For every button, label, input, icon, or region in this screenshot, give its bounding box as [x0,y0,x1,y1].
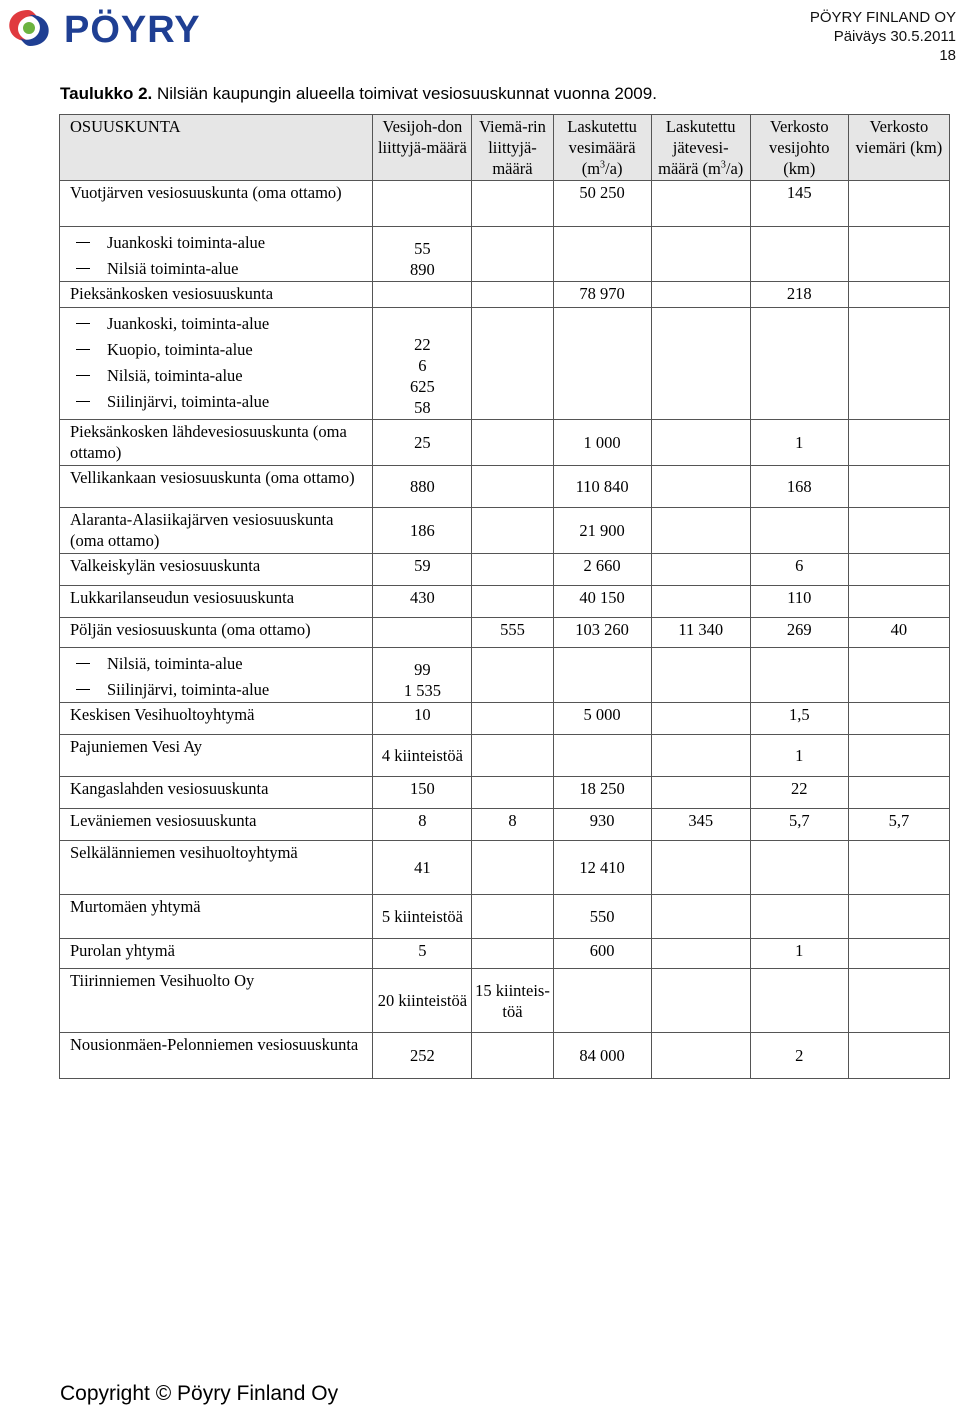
cooperative-name [60,648,373,703]
table-header-row [60,115,950,181]
cell-vkm [750,969,848,1033]
cell-liittyjat-v: 8 [373,809,472,841]
cell-liittyjat-j [472,282,553,308]
cell-vesi [553,969,651,1033]
cell-jate [651,703,750,735]
cell-jate [651,1033,750,1079]
cell-liittyjat-v: 252 [373,1033,472,1079]
cell-liittyjat-v [373,282,472,308]
cell-jate [651,939,750,969]
cell-liittyjat-j [472,554,553,586]
header-vesimaara: Laskutettu vesimäärä $(m^3/a)$ [553,115,651,181]
cell-jkm [848,777,949,809]
cell-liittyjat-v: 150 [373,777,472,809]
cell-jkm [848,939,949,969]
cell-liittyjat-j [472,308,553,420]
cell-jate [651,554,750,586]
cell-jate [651,841,750,895]
cooperative-name: Keskisen Vesihuoltoyhtymä [60,703,373,735]
page-number: 18 [939,47,956,64]
table-row [60,308,950,420]
cell-liittyjat-j [472,895,553,939]
cell-liittyjat-v: 5 [373,939,472,969]
cell-vkm: 218 [750,282,848,308]
cell-liittyjat-j [472,586,553,618]
cell-liittyjat-j [472,1033,553,1079]
table-row [60,648,950,703]
cell-vkm: 145 [750,181,848,227]
cell-vkm: 1,5 [750,703,848,735]
table-row [60,586,950,618]
cell-liittyjat-j [472,227,553,282]
sub-area-item: Kuopio, toiminta-alue [70,339,368,360]
cell-jate [651,969,750,1033]
header-jatevesimaara: Laskutettu jätevesi-määrä $(m^3/a)$ [651,115,750,181]
sub-area-item: Juankoski toiminta-alue [70,232,368,253]
cooperative-name: Valkeiskylän vesiosuuskunta [60,554,373,586]
cooperative-name [60,308,373,420]
dash-icon [76,689,90,690]
cell-liittyjat-j [472,703,553,735]
cell-liittyjat-j [472,841,553,895]
cooperative-name: Vuotjärven vesiosuuskunta (oma ottamo) [60,181,373,227]
cooperative-name: Tiirinniemen Vesihuolto Oy [60,969,373,1033]
cell-jkm [848,648,949,703]
cell-liittyjat-j [472,181,553,227]
dash-icon [76,401,90,402]
table-row [60,777,950,809]
poyry-swirl-icon [4,6,54,50]
table-caption [60,84,657,104]
cell-jate: 345 [651,809,750,841]
cell-jkm [848,308,949,420]
cell-jate [651,282,750,308]
cell-jkm [848,969,949,1033]
table-row [60,809,950,841]
cooperative-name: Vellikankaan vesiosuuskunta (oma ottamo) [60,466,373,508]
cell-vesi: 18 250 [553,777,651,809]
cell-liittyjat-v [373,181,472,227]
cell-liittyjat-v: 41 [373,841,472,895]
cell-liittyjat-j: 15 kiinteis-töä [472,969,553,1033]
cell-liittyjat-j [472,735,553,777]
cell-liittyjat-v: 5 kiinteistöä [373,895,472,939]
cell-liittyjat-j: 555 [472,618,553,648]
cell-vesi: 5 000 [553,703,651,735]
cell-vkm [750,308,848,420]
cell-jkm [848,703,949,735]
header-vesijohto-liittyjat: Vesijoh-don liittyjä-määrä [373,115,472,181]
cell-vesi: 50 250 [553,181,651,227]
caption-text: Nilsiän kaupungin alueella toimivat vesiosuuskunnat vuonna 2009. [157,84,657,103]
cell-jate [651,735,750,777]
cell-vkm [750,227,848,282]
caption-label: Taulukko 2. [60,84,153,103]
cooperative-name: Purolan yhtymä [60,939,373,969]
cell-vkm: 168 [750,466,848,508]
cell-vkm: 1 [750,939,848,969]
cell-liittyjat-v: 430 [373,586,472,618]
cell-vesi: 103 260 [553,618,651,648]
table-row [60,1033,950,1079]
sub-area-item: Juankoski, toiminta-alue [70,313,368,334]
cell-liittyjat-j: 8 [472,809,553,841]
cell-liittyjat-j [472,508,553,554]
table-row [60,554,950,586]
table-row [60,282,950,308]
cooperative-name: Nousionmäen-Pelonniemen vesiosuuskunta [60,1033,373,1079]
cell-jkm [848,466,949,508]
cell-vkm: 22 [750,777,848,809]
dash-icon [76,323,90,324]
header-viemari-liittyjat: Viemä-rin liittyjä-määrä [472,115,553,181]
cell-vesi: 78 970 [553,282,651,308]
cooperative-name: Kangaslahden vesiosuuskunta [60,777,373,809]
table-row [60,618,950,648]
cell-vkm [750,648,848,703]
cell-vesi [553,308,651,420]
dash-icon [76,268,90,269]
cell-jate [651,508,750,554]
cell-liittyjat-j [472,466,553,508]
table-row [60,969,950,1033]
cell-jkm [848,735,949,777]
cell-jate [651,586,750,618]
cell-vesi [553,648,651,703]
cell-jkm: 40 [848,618,949,648]
cell-jkm [848,554,949,586]
cell-liittyjat-j [472,777,553,809]
cell-jkm [848,895,949,939]
cell-liittyjat-v: 20 kiinteistöä [373,969,472,1033]
cell-vkm: 1 [750,420,848,466]
header-verkosto-viemari: Verkosto viemäri (km) [848,115,949,181]
cell-vkm: 5,7 [750,809,848,841]
cell-jkm [848,420,949,466]
cell-jkm [848,841,949,895]
cell-liittyjat-v: 880 [373,466,472,508]
dash-icon [76,242,90,243]
table-row [60,841,950,895]
cell-jkm [848,1033,949,1079]
cooperative-name [60,227,373,282]
cell-vesi: 930 [553,809,651,841]
cell-jkm [848,586,949,618]
table-row [60,895,950,939]
cell-liittyjat-j [472,420,553,466]
cell-vesi: 40 150 [553,586,651,618]
company-name: PÖYRY FINLAND OY [809,9,956,26]
cell-liittyjat-v: 99 1 535 [373,648,472,703]
table-row [60,420,950,466]
cell-jate: 11 340 [651,618,750,648]
table-row [60,466,950,508]
cell-jate [651,648,750,703]
cell-vkm: 2 [750,1033,848,1079]
dash-icon [76,663,90,664]
cell-vesi: 1 000 [553,420,651,466]
cell-vkm: 269 [750,618,848,648]
cell-vkm [750,841,848,895]
cooperative-name: Lukkarilanseudun vesiosuuskunta [60,586,373,618]
cell-jate [651,777,750,809]
cooperative-name: Selkälänniemen vesihuoltoyhtymä [60,841,373,895]
sub-area-item: Nilsiä toiminta-alue [70,258,368,279]
cell-jate [651,466,750,508]
cell-vkm: 6 [750,554,848,586]
copyright-footer: Copyright © Pöyry Finland Oy [60,1382,339,1405]
cell-jkm [848,508,949,554]
cell-vesi: 21 900 [553,508,651,554]
cell-liittyjat-v: 4 kiinteistöä [373,735,472,777]
cell-jate [651,308,750,420]
cell-vkm [750,508,848,554]
cell-liittyjat-v: 55 890 [373,227,472,282]
cell-jate [651,895,750,939]
cell-liittyjat-v: 25 [373,420,472,466]
cell-vkm: 1 [750,735,848,777]
dash-icon [76,375,90,376]
sub-area-item: Nilsiä, toiminta-alue [70,653,368,674]
sub-area-item: Siilinjärvi, toiminta-alue [70,391,368,412]
document-date: Päiväys 30.5.2011 [833,28,956,45]
cell-vesi: 2 660 [553,554,651,586]
cell-jkm [848,181,949,227]
cell-vkm [750,895,848,939]
cell-vesi: 110 840 [553,466,651,508]
cell-jkm [848,282,949,308]
cooperative-name: Pajuniemen Vesi Ay [60,735,373,777]
cell-liittyjat-v: 186 [373,508,472,554]
cell-jkm [848,227,949,282]
cooperative-name: Alaranta-Alasiikajärven vesiosuuskunta (oma ottamo) [60,508,373,554]
cell-vesi: 600 [553,939,651,969]
cell-vkm: 110 [750,586,848,618]
cell-jkm: 5,7 [848,809,949,841]
cell-vesi [553,735,651,777]
cell-jate [651,420,750,466]
document-header-info [810,8,956,65]
cooperative-name: Murtomäen yhtymä [60,895,373,939]
table-row [60,508,950,554]
cell-liittyjat-j [472,939,553,969]
logo-text: PÖYRY [64,9,201,51]
cooperative-table [59,114,950,1079]
cooperative-name: Pieksänkosken lähdevesiosuuskunta (oma ottamo) [60,420,373,466]
table-row [60,181,950,227]
cell-liittyjat-j [472,648,553,703]
cell-liittyjat-v [373,618,472,648]
poyry-logo [4,6,244,50]
header-osuuskunta: OSUUSKUNTA [60,115,373,181]
cell-liittyjat-v: 22 6 625 58 [373,308,472,420]
table-row [60,939,950,969]
cooperative-name: Pieksänkosken vesiosuuskunta [60,282,373,308]
cell-vesi: 550 [553,895,651,939]
dash-icon [76,349,90,350]
cell-liittyjat-v: 59 [373,554,472,586]
cell-vesi: 84 000 [553,1033,651,1079]
cell-liittyjat-v: 10 [373,703,472,735]
sub-area-item: Siilinjärvi, toiminta-alue [70,679,368,700]
table-row [60,227,950,282]
cell-vesi: 12 410 [553,841,651,895]
cell-jate [651,227,750,282]
table-row [60,703,950,735]
cooperative-name: Leväniemen vesiosuuskunta [60,809,373,841]
cell-jate [651,181,750,227]
cell-vesi [553,227,651,282]
table-row [60,735,950,777]
header-verkosto-vesijohto: Verkosto vesijohto (km) [750,115,848,181]
cooperative-name: Pöljän vesiosuuskunta (oma ottamo) [60,618,373,648]
sub-area-item: Nilsiä, toiminta-alue [70,365,368,386]
